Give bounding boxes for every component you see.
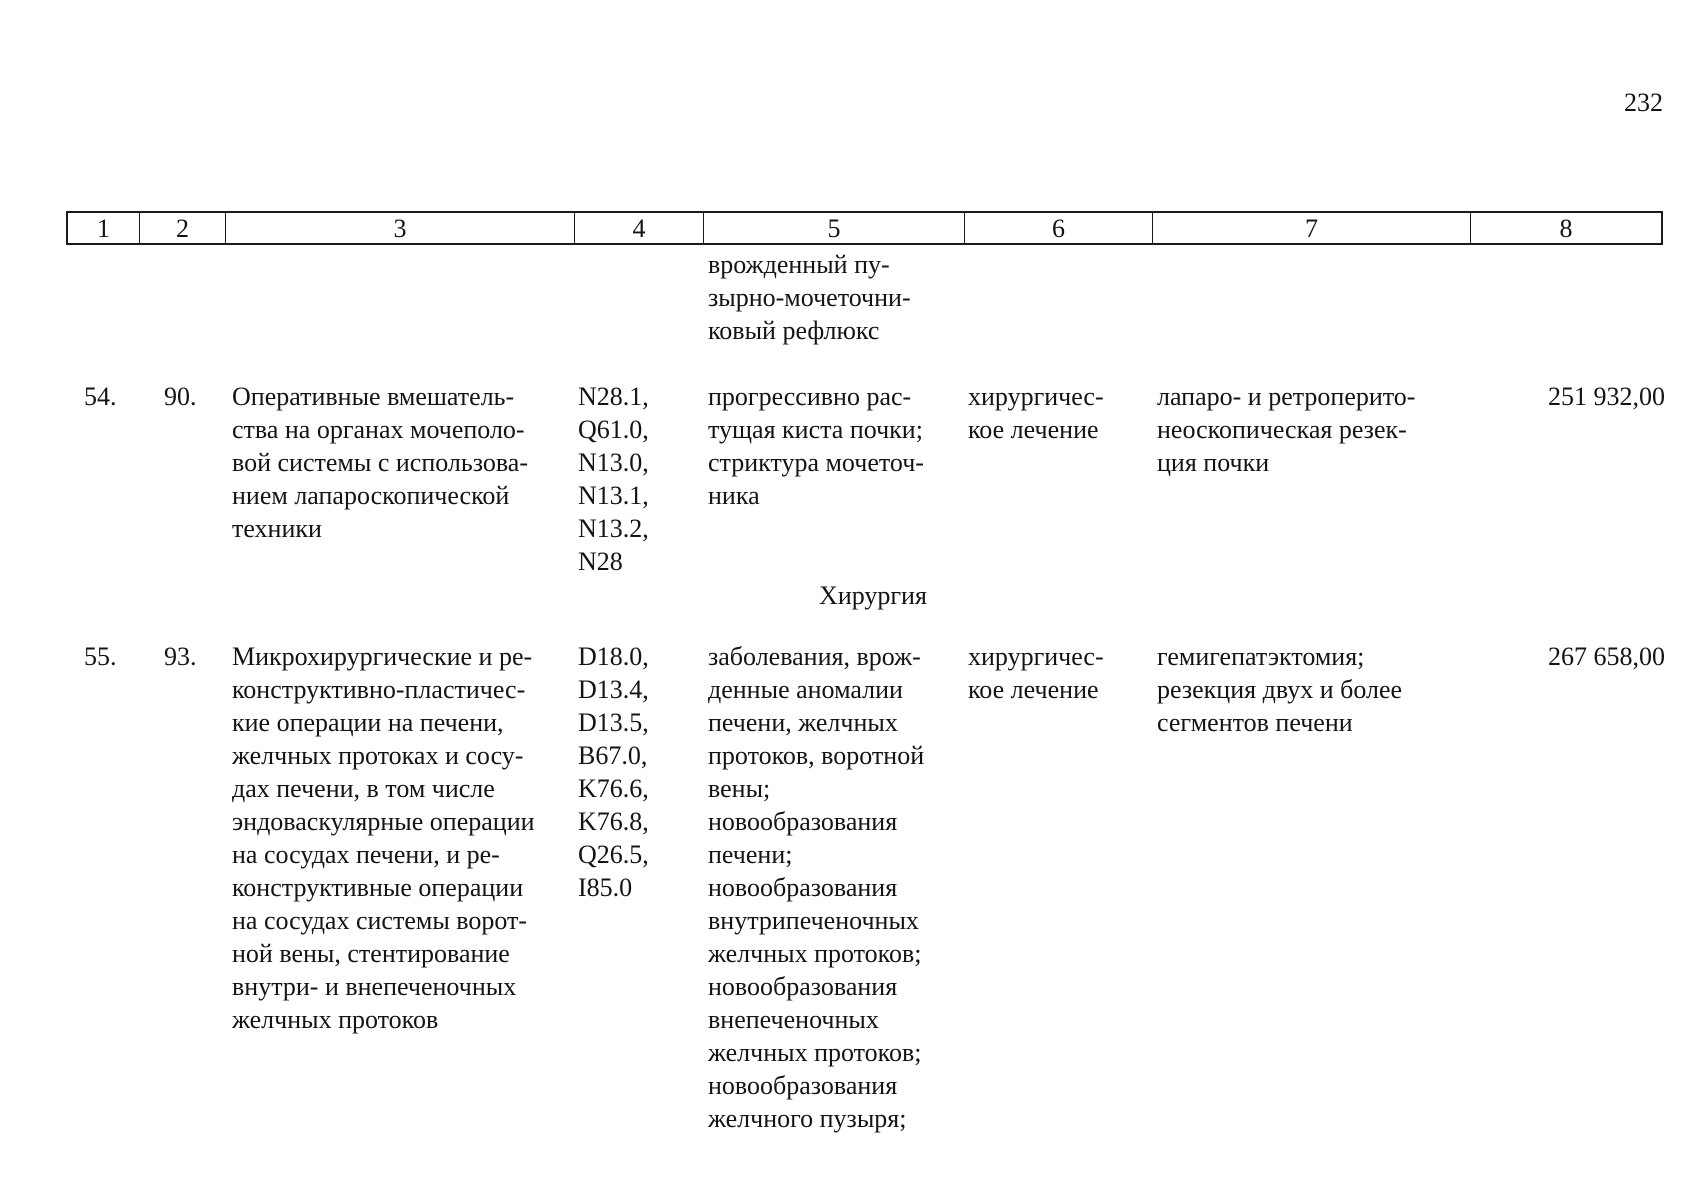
cost-cell: 267 658,00: [1548, 642, 1665, 671]
cost-cell: 251 932,00: [1548, 382, 1665, 411]
condition-cell: прогрессивно рас- тущая киста почки; стриктура мочеточ- ника: [708, 382, 924, 510]
procedure-name-cell: Оперативные вмешатель- ства на органах мочеполо- вой системы с использова- нием лапароскопической техники: [232, 382, 528, 543]
group-number-cell: 90.: [164, 382, 197, 411]
condition-cell: заболевания, врож- денные аномалии печени, желчных протоков, воротной вены; новообразования печени; новообразования внутрипеченочных желчных протоков; новообразования внепеченочных желчных протоков; новообразования желчного пузыря;: [708, 642, 925, 1133]
header-cell-2: 2: [140, 213, 226, 243]
table-header-row: [66, 211, 1663, 245]
header-cell-3: 3: [226, 213, 575, 243]
page-number: 232: [1624, 88, 1663, 117]
section-heading: Хирургия: [819, 581, 927, 610]
treatment-type-cell: хирургичес- кое лечение: [968, 642, 1104, 704]
header-cell-1: 1: [68, 213, 140, 243]
row-number-cell: 54.: [84, 382, 117, 411]
icd-codes-cell: N28.1, Q61.0, N13.0, N13.1, N13.2, N28: [578, 382, 649, 576]
header-cell-7: 7: [1153, 213, 1471, 243]
icd-codes-cell: D18.0, D13.4, D13.5, B67.0, K76.6, K76.8, Q26.5, I85.0: [578, 642, 649, 902]
group-number-cell: 93.: [164, 642, 197, 671]
header-cell-5: 5: [704, 213, 965, 243]
continuation-condition-cell: врожденный пу- зырно-мочеточни- ковый рефлюкс: [708, 250, 911, 345]
method-cell: лапаро- и ретроперито- неоскопическая резек- ция почки: [1157, 382, 1416, 477]
method-cell: гемигепатэктомия; резекция двух и более сегментов печени: [1157, 642, 1403, 737]
procedure-name-cell: Микрохирургические и ре- конструктивно-пластичес- кие операции на печени, желчных протоках и сосу- дах печени, в том числе эндоваскулярные операции на сосудах печени, и ре- конструктивные операции на сосудах системы ворот- ной вены, стентирование внутри- и внепеченочных желчных протоков: [232, 642, 535, 1034]
header-cell-8: 8: [1559, 213, 1573, 243]
header-cell-4: 4: [575, 213, 704, 243]
row-number-cell: 55.: [84, 642, 117, 671]
header-cell-6: 6: [965, 213, 1153, 243]
treatment-type-cell: хирургичес- кое лечение: [968, 382, 1104, 444]
